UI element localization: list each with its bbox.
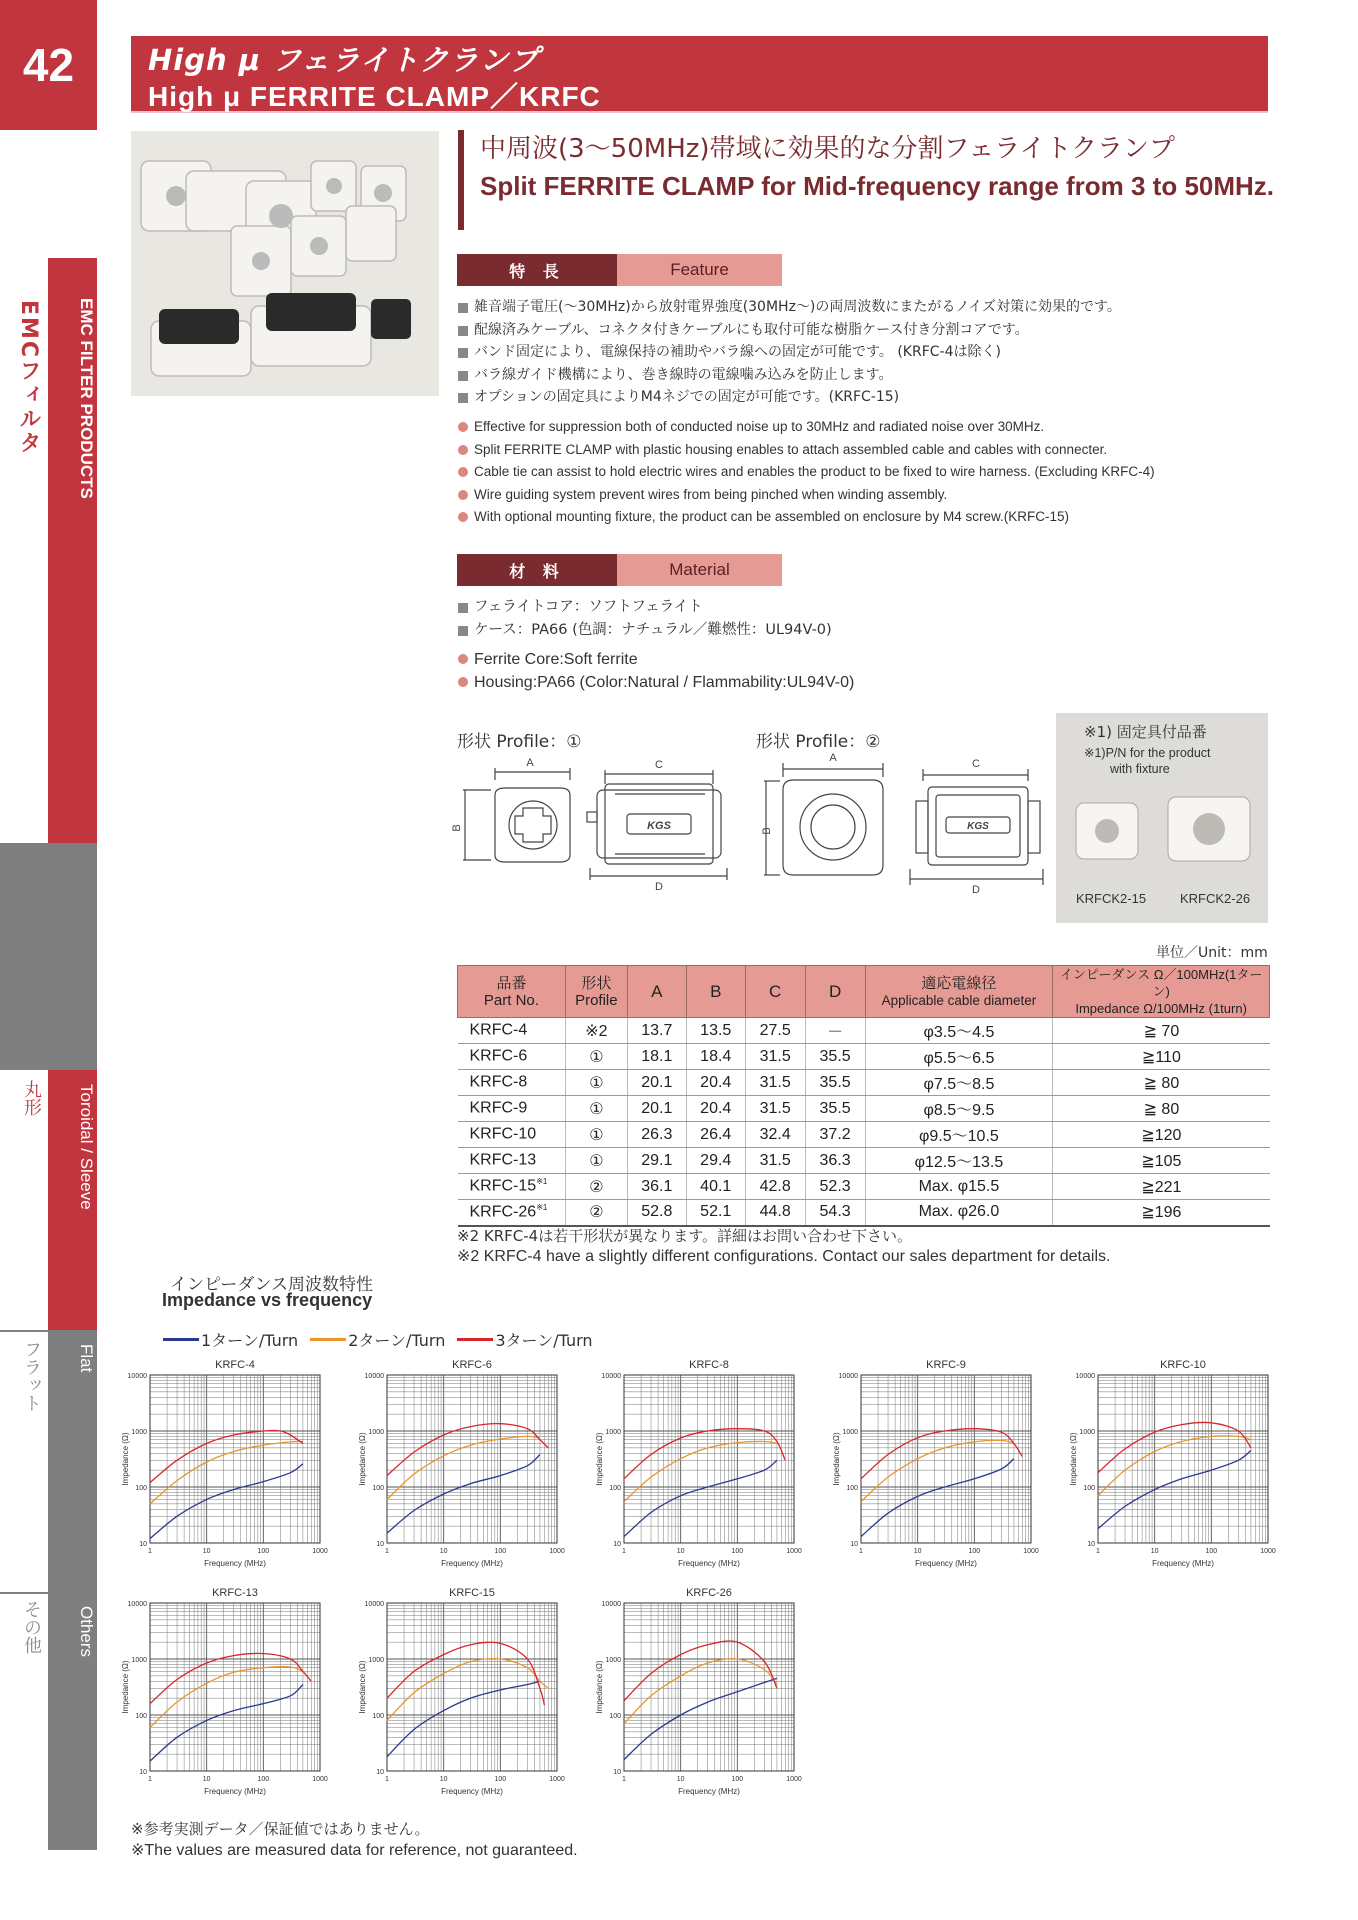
cell: 29.4 (686, 1148, 745, 1174)
fixture-photo (1056, 783, 1268, 873)
cell: 13.7 (627, 1018, 686, 1044)
chart-grid (861, 1375, 1031, 1543)
cell: 44.8 (745, 1200, 805, 1226)
charts-title-en: Impedance vs frequency (162, 1290, 373, 1310)
col-header: A (627, 966, 686, 1018)
feature-label-jp: 特 長 (457, 254, 617, 286)
y-axis-label: Impedance (Ω) (595, 1660, 604, 1714)
chart-title: KRFC-26 (686, 1587, 732, 1599)
y-tick-label: 100 (135, 1485, 147, 1492)
cell: 20.4 (686, 1070, 745, 1096)
x-axis-label: Frequency (MHz) (204, 1787, 266, 1796)
rail-flat-jp: フラット (21, 1340, 42, 1412)
x-axis-label: Frequency (MHz) (678, 1787, 740, 1796)
col-header: 適応電線径 Applicable cable diameter (865, 966, 1053, 1018)
y-tick-label: 100 (372, 1485, 384, 1492)
fixture-box (1056, 713, 1268, 923)
cell: 20.4 (686, 1096, 745, 1122)
y-axis-label: Impedance (Ω) (1069, 1432, 1078, 1486)
cell: 35.5 (805, 1044, 865, 1070)
cell: 40.1 (686, 1174, 745, 1200)
charts-note-en: ※The values are measured data for reference, not guaranteed. (131, 1842, 578, 1859)
y-tick-label: 100 (372, 1713, 384, 1720)
plot-frame (624, 1375, 794, 1543)
x-tick-label: 1000 (549, 1776, 565, 1783)
cell: 54.3 (805, 1200, 865, 1226)
x-tick-label: 10 (439, 1548, 448, 1555)
x-tick-label: 100 (968, 1548, 981, 1555)
legend-swatch-1 (163, 1338, 199, 1341)
table-note-en: ※2 KRFC-4 have a slightly different configurations. Contact our sales department for details. (457, 1248, 1111, 1265)
plot-frame (861, 1375, 1031, 1543)
x-tick-label: 1 (148, 1548, 152, 1555)
cell: Max. φ15.5 (865, 1174, 1053, 1200)
cell: ② (565, 1200, 627, 1226)
list-item: Effective for suppression both of conducted noise up to 30MHz and radiated noise over 30MHz. (456, 416, 1155, 439)
y-tick-label: 10 (376, 1769, 384, 1776)
x-tick-label: 100 (494, 1548, 507, 1555)
chart-title: KRFC-8 (689, 1359, 729, 1371)
impedance-chart-krfc-10 (1066, 1355, 1278, 1570)
list-item: Wire guiding system prevent wires from being pinched when winding assembly. (456, 484, 1155, 507)
material-label-jp: 材 料 (457, 554, 617, 586)
col-header: B (686, 966, 745, 1018)
legend-item-3: 3ターン/Turn (457, 1328, 592, 1351)
y-tick-label: 1000 (605, 1429, 621, 1436)
x-tick-label: 100 (257, 1548, 270, 1555)
cell-part-no: KRFC-13 (458, 1148, 566, 1174)
cell: 29.1 (627, 1148, 686, 1174)
kgs-logo: KGS (647, 820, 671, 832)
cell: 31.5 (745, 1070, 805, 1096)
cell: 31.5 (745, 1096, 805, 1122)
table-row (458, 1122, 1270, 1148)
col-header: 形状 Profile (565, 966, 627, 1018)
dim-a-label: A (829, 752, 837, 764)
table-body (458, 1018, 1270, 1226)
y-axis-label: Impedance (Ω) (121, 1660, 130, 1714)
x-tick-label: 1000 (1023, 1548, 1039, 1555)
x-tick-label: 100 (494, 1776, 507, 1783)
dim-c-label: C (655, 759, 663, 771)
y-tick-label: 1000 (368, 1429, 384, 1436)
series-line-2 (387, 1436, 540, 1499)
chart-title: KRFC-6 (452, 1359, 492, 1371)
cell-part-no: KRFC-8 (458, 1070, 566, 1096)
x-tick-label: 1000 (549, 1548, 565, 1555)
chart-title: KRFC-4 (215, 1359, 255, 1371)
cell: 52.3 (805, 1174, 865, 1200)
y-tick-label: 10000 (1075, 1373, 1095, 1380)
spec-table (457, 965, 1270, 1227)
rail-emc-en: EMC FILTER PRODUCTS (77, 298, 96, 499)
list-item: バンド固定により、電線保持の補助やバラ線への固定が可能です。 (KRFC-4は除く) (456, 341, 1121, 364)
fixture-title-en2: with fixture (1110, 762, 1170, 776)
series-line-1 (624, 1460, 777, 1536)
cell-part-no: KRFC-15$^{※1}$ (458, 1174, 566, 1200)
cell: 31.5 (745, 1148, 805, 1174)
list-item: With optional mounting fixture, the product can be assembled on enclosure by M4 screw.(KRFC-15) (456, 506, 1155, 529)
chart-grid (387, 1603, 557, 1771)
list-item: Housing:PA66 (Color:Natural / Flammability:UL94V-0) (456, 671, 854, 694)
legend-item-2: 2ターン/Turn (310, 1328, 445, 1351)
cell: 13.5 (686, 1018, 745, 1044)
col-header: インピーダンス Ω／100MHz(1ターン) Impedance Ω/100MHz (1turn) (1053, 966, 1270, 1018)
list-item: 配線済みケーブル、コネクタ付きケーブルにも取付可能な樹脂ケース付き分割コアです。 (456, 319, 1121, 342)
col-header: D (805, 966, 865, 1018)
y-tick-label: 10 (139, 1541, 147, 1548)
cell: ≧196 (1053, 1200, 1270, 1226)
feature-label-en: Feature (617, 254, 782, 286)
fixture-title-en1: ※1)P/N for the product (1084, 746, 1211, 760)
cell: 31.5 (745, 1044, 805, 1070)
dim-d-label: D (972, 884, 980, 896)
table-row (458, 1070, 1270, 1096)
list-item: バラ線ガイド機構により、巻き線時の電線噛み込みを防止します。 (456, 364, 1121, 387)
product-photo-illustration (131, 131, 439, 396)
dim-b-label: B (451, 824, 463, 832)
cell: ≧ 70 (1053, 1018, 1270, 1044)
x-axis-label: Frequency (MHz) (441, 1787, 503, 1796)
impedance-chart-krfc-6 (355, 1355, 567, 1570)
cell: ※2 (565, 1018, 627, 1044)
product-photo (131, 131, 439, 396)
chart-title: KRFC-10 (1160, 1359, 1206, 1371)
y-tick-label: 100 (1083, 1485, 1095, 1492)
dim-a-label: A (526, 757, 534, 769)
x-tick-label: 100 (731, 1548, 744, 1555)
headline-jp: 中周波(3～50MHz)帯域に効果的な分割フェライトクランプ (480, 134, 1175, 164)
x-tick-label: 10 (202, 1776, 211, 1783)
list-item: オプションの固定具によりM4ネジでの固定が可能です。(KRFC-15) (456, 386, 1121, 409)
y-tick-label: 10000 (601, 1373, 621, 1380)
y-axis-label: Impedance (Ω) (358, 1660, 367, 1714)
plot-frame (387, 1603, 557, 1771)
x-tick-label: 10 (202, 1548, 211, 1555)
rail-toroidal-jp: 丸形 (21, 1080, 42, 1116)
y-tick-label: 10 (139, 1769, 147, 1776)
y-tick-label: 1000 (368, 1657, 384, 1664)
profile-1-drawing (451, 750, 735, 893)
cell: 35.5 (805, 1070, 865, 1096)
cell: ① (565, 1122, 627, 1148)
table-row (458, 1174, 1270, 1200)
cell: ≧120 (1053, 1122, 1270, 1148)
cell: ≧105 (1053, 1148, 1270, 1174)
cell: Max. φ26.0 (865, 1200, 1053, 1226)
series-line-1 (150, 1685, 303, 1762)
y-tick-label: 10 (376, 1541, 384, 1548)
list-item: 雑音端子電圧(～30MHz)から放射電界強度(30MHz～)の両周波数にまたがるノイズ対策に効果的です。 (456, 296, 1121, 319)
y-tick-label: 1000 (131, 1429, 147, 1436)
rail-others-en: Others (77, 1606, 96, 1658)
plot-frame (150, 1603, 320, 1771)
series-line-1 (624, 1678, 777, 1759)
series-line-1 (387, 1455, 540, 1534)
list-item: ケース：PA66 (色調：ナチュラル／難燃性：UL94V-0) (456, 619, 832, 642)
cell: 32.4 (745, 1122, 805, 1148)
dim-c-label: C (972, 758, 980, 770)
x-tick-label: 100 (257, 1776, 270, 1783)
y-tick-label: 10000 (838, 1373, 858, 1380)
cell: ≧110 (1053, 1044, 1270, 1070)
x-tick-label: 1 (385, 1776, 389, 1783)
title-en: High μ FERRITE CLAMP／KRFC (148, 81, 601, 112)
y-axis-label: Impedance (Ω) (358, 1432, 367, 1486)
x-tick-label: 1000 (1260, 1548, 1276, 1555)
rail-emc-jp: EMCフィルタ (16, 300, 41, 456)
x-tick-label: 1000 (786, 1548, 802, 1555)
plot-frame (624, 1603, 794, 1771)
legend-swatch-3 (457, 1338, 493, 1341)
col-header: C (745, 966, 805, 1018)
y-tick-label: 100 (846, 1485, 858, 1492)
table-row (458, 1018, 1270, 1044)
y-tick-label: 1000 (131, 1657, 147, 1664)
cell: 36.3 (805, 1148, 865, 1174)
impedance-chart-krfc-4 (118, 1355, 330, 1570)
x-tick-label: 10 (439, 1776, 448, 1783)
rail-flat-en: Flat (77, 1344, 96, 1373)
series-line-2 (150, 1441, 303, 1503)
cell-part-no: KRFC-6 (458, 1044, 566, 1070)
x-tick-label: 1000 (312, 1776, 328, 1783)
series-line-3 (150, 1430, 303, 1482)
fixture-pn-1: KRFCK2-15 (1076, 891, 1147, 906)
material-list-en (456, 648, 854, 694)
impedance-chart-krfc-13 (118, 1583, 330, 1798)
x-axis-label: Frequency (MHz) (678, 1559, 740, 1568)
material-list-jp (456, 596, 832, 641)
series-line-1 (387, 1681, 540, 1756)
unit-label: 単位／Unit：mm (1156, 945, 1268, 961)
y-tick-label: 1000 (605, 1657, 621, 1664)
cell: 42.8 (745, 1174, 805, 1200)
series-line-2 (624, 1659, 777, 1724)
x-tick-label: 1 (859, 1548, 863, 1555)
kgs-logo: KGS (967, 821, 989, 832)
impedance-chart-krfc-9 (829, 1355, 1041, 1570)
cell: 20.1 (627, 1070, 686, 1096)
y-tick-label: 10 (1087, 1541, 1095, 1548)
cell: ≧ 80 (1053, 1070, 1270, 1096)
series-line-3 (624, 1641, 777, 1701)
y-tick-label: 10000 (127, 1373, 147, 1380)
legend-item-1: 1ターン/Turn (163, 1328, 298, 1351)
fixture-pn-2: KRFCK2-26 (1180, 891, 1251, 906)
cell: 18.4 (686, 1044, 745, 1070)
impedance-chart-krfc-15 (355, 1583, 567, 1798)
y-tick-label: 1000 (842, 1429, 858, 1436)
cell: φ9.5～10.5 (865, 1122, 1053, 1148)
x-tick-label: 1000 (786, 1776, 802, 1783)
y-tick-label: 100 (135, 1713, 147, 1720)
x-tick-label: 1 (1096, 1548, 1100, 1555)
chart-title: KRFC-9 (926, 1359, 966, 1371)
y-tick-label: 10 (613, 1541, 621, 1548)
x-tick-label: 1 (148, 1776, 152, 1783)
impedance-chart-krfc-26 (592, 1583, 804, 1798)
cell: 52.8 (627, 1200, 686, 1226)
feature-heading (457, 254, 782, 286)
cell: φ8.5～9.5 (865, 1096, 1053, 1122)
material-label-en: Material (617, 554, 782, 586)
cell: φ5.5～6.5 (865, 1044, 1053, 1070)
cell: ① (565, 1148, 627, 1174)
table-note-jp: ※2 KRFC-4は若干形状が異なります。詳細はお問い合わせ下さい。 (457, 1227, 912, 1245)
y-tick-label: 100 (609, 1485, 621, 1492)
col-header: 品番 Part No. (458, 966, 566, 1018)
cell: ≧221 (1053, 1174, 1270, 1200)
title-jp: High μ フェライトクランプ (148, 43, 540, 77)
cell: 26.3 (627, 1122, 686, 1148)
x-tick-label: 10 (1150, 1548, 1159, 1555)
impedance-chart-krfc-8 (592, 1355, 804, 1570)
x-tick-label: 1 (622, 1548, 626, 1555)
cell: ② (565, 1174, 627, 1200)
chart-grid (387, 1375, 557, 1543)
cell-part-no: KRFC-4 (458, 1018, 566, 1044)
list-item: フェライトコア：ソフトフェライト (456, 596, 832, 619)
cell: φ3.5～4.5 (865, 1018, 1053, 1044)
table-row (458, 1200, 1270, 1226)
cell: 27.5 (745, 1018, 805, 1044)
cell-part-no: KRFC-10 (458, 1122, 566, 1148)
chart-title: KRFC-13 (212, 1587, 258, 1599)
cell: 18.1 (627, 1044, 686, 1070)
y-tick-label: 100 (609, 1713, 621, 1720)
y-tick-label: 10000 (127, 1601, 147, 1608)
cell: φ7.5～8.5 (865, 1070, 1053, 1096)
cell: 35.5 (805, 1096, 865, 1122)
chart-grid (1098, 1375, 1268, 1543)
y-tick-label: 10000 (601, 1601, 621, 1608)
y-axis-label: Impedance (Ω) (595, 1432, 604, 1486)
y-tick-label: 10000 (364, 1601, 384, 1608)
x-axis-label: Frequency (MHz) (441, 1559, 503, 1568)
chart-grid (624, 1375, 794, 1543)
cell: 20.1 (627, 1096, 686, 1122)
x-tick-label: 100 (731, 1776, 744, 1783)
series-line-3 (150, 1653, 311, 1703)
cell: － (805, 1018, 865, 1044)
cell: ≧ 80 (1053, 1096, 1270, 1122)
x-axis-label: Frequency (MHz) (204, 1559, 266, 1568)
dim-b-label: B (761, 827, 773, 835)
table-row (458, 1148, 1270, 1174)
profile-2-drawing (758, 745, 1048, 895)
feature-list-jp (456, 296, 1121, 409)
rail-toroidal-en: Toroidal / Sleeve (77, 1084, 96, 1210)
y-tick-label: 1000 (1079, 1429, 1095, 1436)
table-row (458, 1096, 1270, 1122)
x-tick-label: 10 (676, 1776, 685, 1783)
list-item: Split FERRITE CLAMP with plastic housing enables to attach assembled cable and cables with connecter. (456, 439, 1155, 462)
cell: 36.1 (627, 1174, 686, 1200)
table-row (458, 1044, 1270, 1070)
cell-part-no: KRFC-26$^{※1}$ (458, 1200, 566, 1226)
cell: φ12.5～13.5 (865, 1148, 1053, 1174)
x-tick-label: 100 (1205, 1548, 1218, 1555)
x-tick-label: 1000 (312, 1548, 328, 1555)
x-tick-label: 10 (913, 1548, 922, 1555)
chart-grid (624, 1603, 794, 1771)
x-tick-label: 1 (622, 1776, 626, 1783)
profile-2-title: 形状 Profile：② (756, 732, 881, 752)
x-axis-label: Frequency (MHz) (915, 1559, 977, 1568)
page-number: 42 (0, 0, 97, 130)
y-axis-label: Impedance (Ω) (832, 1432, 841, 1486)
chart-legend (163, 1328, 593, 1351)
charts-title-jp: インピーダンス周波数特性 (170, 1275, 373, 1295)
table-header-row (458, 966, 1270, 1018)
chart-grid (150, 1603, 320, 1771)
material-heading (457, 554, 782, 586)
cell: 37.2 (805, 1122, 865, 1148)
y-axis-label: Impedance (Ω) (121, 1432, 130, 1486)
cell: 52.1 (686, 1200, 745, 1226)
charts-note-jp: ※参考実測データ／保証値ではありません。 (131, 1820, 430, 1838)
chart-title: KRFC-15 (449, 1587, 495, 1599)
y-tick-label: 10 (613, 1769, 621, 1776)
plot-frame (387, 1375, 557, 1543)
dim-d-label: D (655, 881, 663, 893)
y-tick-label: 10 (850, 1541, 858, 1548)
cell: ① (565, 1070, 627, 1096)
cell: ① (565, 1096, 627, 1122)
profile-1-title: 形状 Profile：① (457, 732, 582, 752)
cell: 26.4 (686, 1122, 745, 1148)
feature-list-en (456, 416, 1155, 529)
plot-frame (1098, 1375, 1268, 1543)
list-item: Cable tie can assist to hold electric wires and enables the product to be fixed to wire harness. (Excluding KRFC-4) (456, 461, 1155, 484)
x-tick-label: 10 (676, 1548, 685, 1555)
cell-part-no: KRFC-9 (458, 1096, 566, 1122)
rail-others-jp: その他 (21, 1600, 42, 1654)
x-tick-label: 1 (385, 1548, 389, 1555)
series-line-1 (150, 1464, 303, 1539)
x-axis-label: Frequency (MHz) (1152, 1559, 1214, 1568)
cell: ① (565, 1044, 627, 1070)
y-tick-label: 10000 (364, 1373, 384, 1380)
list-item: Ferrite Core:Soft ferrite (456, 648, 854, 671)
fixture-title-jp: ※1) 固定具付品番 (1084, 723, 1207, 741)
headline-en: Split FERRITE CLAMP for Mid-frequency range from 3 to 50MHz. (480, 171, 1275, 201)
legend-swatch-2 (310, 1338, 346, 1341)
